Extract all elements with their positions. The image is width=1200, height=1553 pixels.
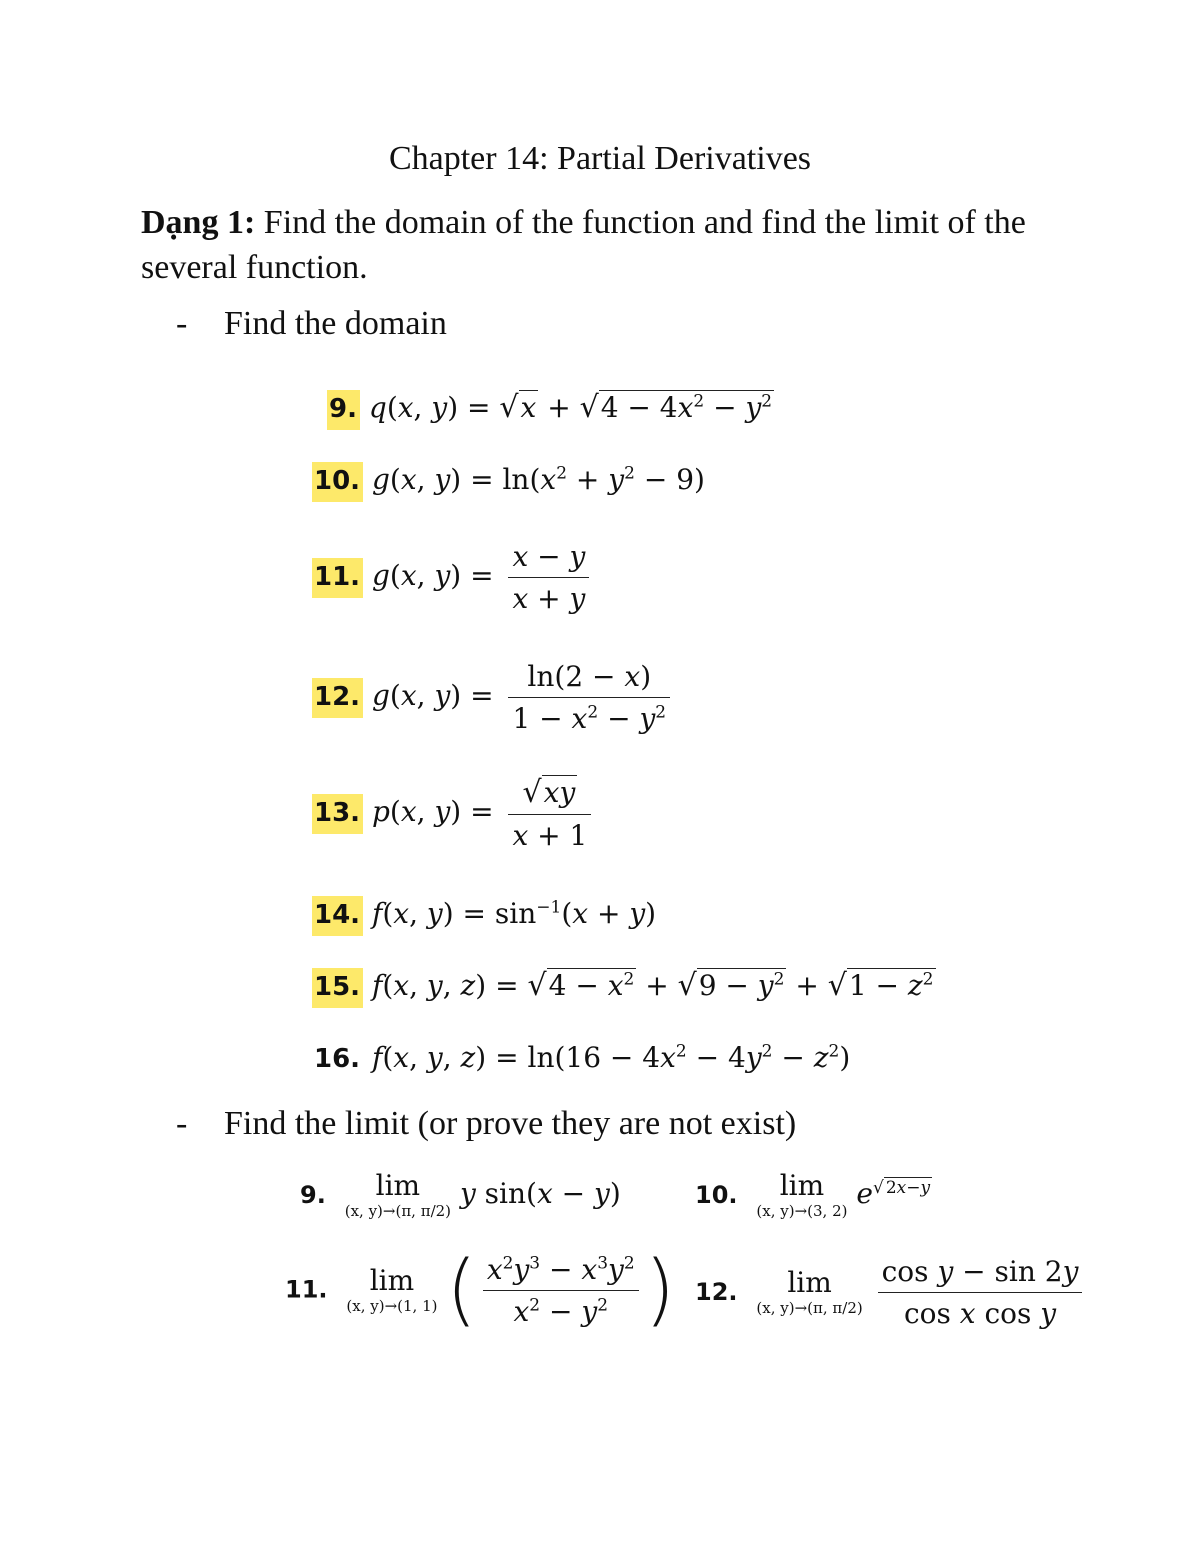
domain-problem-16: 16. f(x, y, $z) = \ln(16 - 4x^2 - 4y^2 - z^2)$ (312, 1041, 850, 1074)
limit-operator: lim (x, y)→(π, π/2) (344, 1169, 452, 1220)
bullet-dash: - (176, 305, 188, 342)
bullet-limit-text: Find the limit (or prove they are not exist) (224, 1105, 797, 1142)
limit-subscript: (x, y)→(1, 1) (346, 1296, 438, 1315)
problem-number: 9. (300, 1181, 326, 1209)
problem-number: 14. (312, 896, 363, 936)
limit-subscript: (x, y)→(3, 2) (756, 1202, 848, 1220)
section-heading (141, 200, 1041, 290)
limit-operator: lim (x, y)→(3, 2) (756, 1169, 848, 1220)
limit-subscript: (x, y)→(π, π/2) (756, 1299, 863, 1317)
problem-number: 13. (312, 794, 363, 834)
problem-number: 10. (695, 1181, 738, 1209)
bullet-find-domain (141, 305, 447, 343)
problem-number: 10. (312, 462, 363, 502)
problem-number: 12. (312, 678, 363, 718)
limit-problem-12: 12. lim (x, y)→(π, π/2) $\frac{\text{cos y − sin 2y}}{\text{cos x cos y}}$ (695, 1255, 1088, 1330)
domain-problem-15: 15. f(x, y, $z) = √4 - x^2 + √9 - y^2 + √1 - z^2$ (312, 968, 936, 1003)
domain-problem-13: 13. p(x, y) = $\frac{√xy}{x + 1}$ (312, 775, 597, 852)
problem-number: 12. (695, 1278, 738, 1306)
limit-problem-9: 9. lim (x, y)→(π, π/2) y sin(x − y) (300, 1169, 621, 1220)
limit-operator: lim (x, y)→(π, π/2) (756, 1266, 863, 1317)
domain-problem-12: 12. g(x, y) = $\frac{\ln(2 - x)}{1 - x^2 - y^2}$ (312, 660, 676, 735)
domain-problem-11: 11. g(x, y) = $\frac{x - y}{x + y}$ (312, 540, 595, 615)
problem-number: 9. (327, 390, 360, 430)
limit-problem-10: 10. lim (x, y)→(3, 2) $e^{√ 2x-y}$ (695, 1169, 931, 1220)
problem-number: 16. (314, 1044, 361, 1074)
limit-problem-11: 11. lim (x, y)→(1, 1) ( $\frac{x^2y^3 - x^3y^2}{x^2 - y^2}$ ) (285, 1245, 676, 1335)
domain-problem-9: 9. q(x, $y) = √x + √4 - 4x^2 - y^2$ (327, 390, 774, 425)
domain-problem-10: 10. g(x, $y) = \ln(x^2 + y^2 - 9)$ (312, 463, 705, 496)
problem-number: 11. (312, 558, 363, 598)
page-title: Chapter 14: Partial Derivatives (388, 140, 812, 177)
bullet-dash: - (176, 1105, 188, 1142)
bullet-domain-text: Find the domain (224, 305, 447, 342)
limit-subscript: (x, y)→(π, π/2) (344, 1202, 452, 1220)
problem-number: 11. (285, 1275, 328, 1304)
section-text: Find the domain of the function and find the limit of the several function. (141, 204, 1026, 286)
section-label: Dạng 1: (141, 204, 256, 241)
limit-operator: lim (x, y)→(1, 1) (346, 1263, 438, 1315)
bullet-find-limit (141, 1105, 796, 1143)
domain-problem-14: 14. f(x, $y) = \sin^{-1}(x + y)$ (312, 897, 656, 930)
problem-number: 15. (312, 968, 363, 1008)
